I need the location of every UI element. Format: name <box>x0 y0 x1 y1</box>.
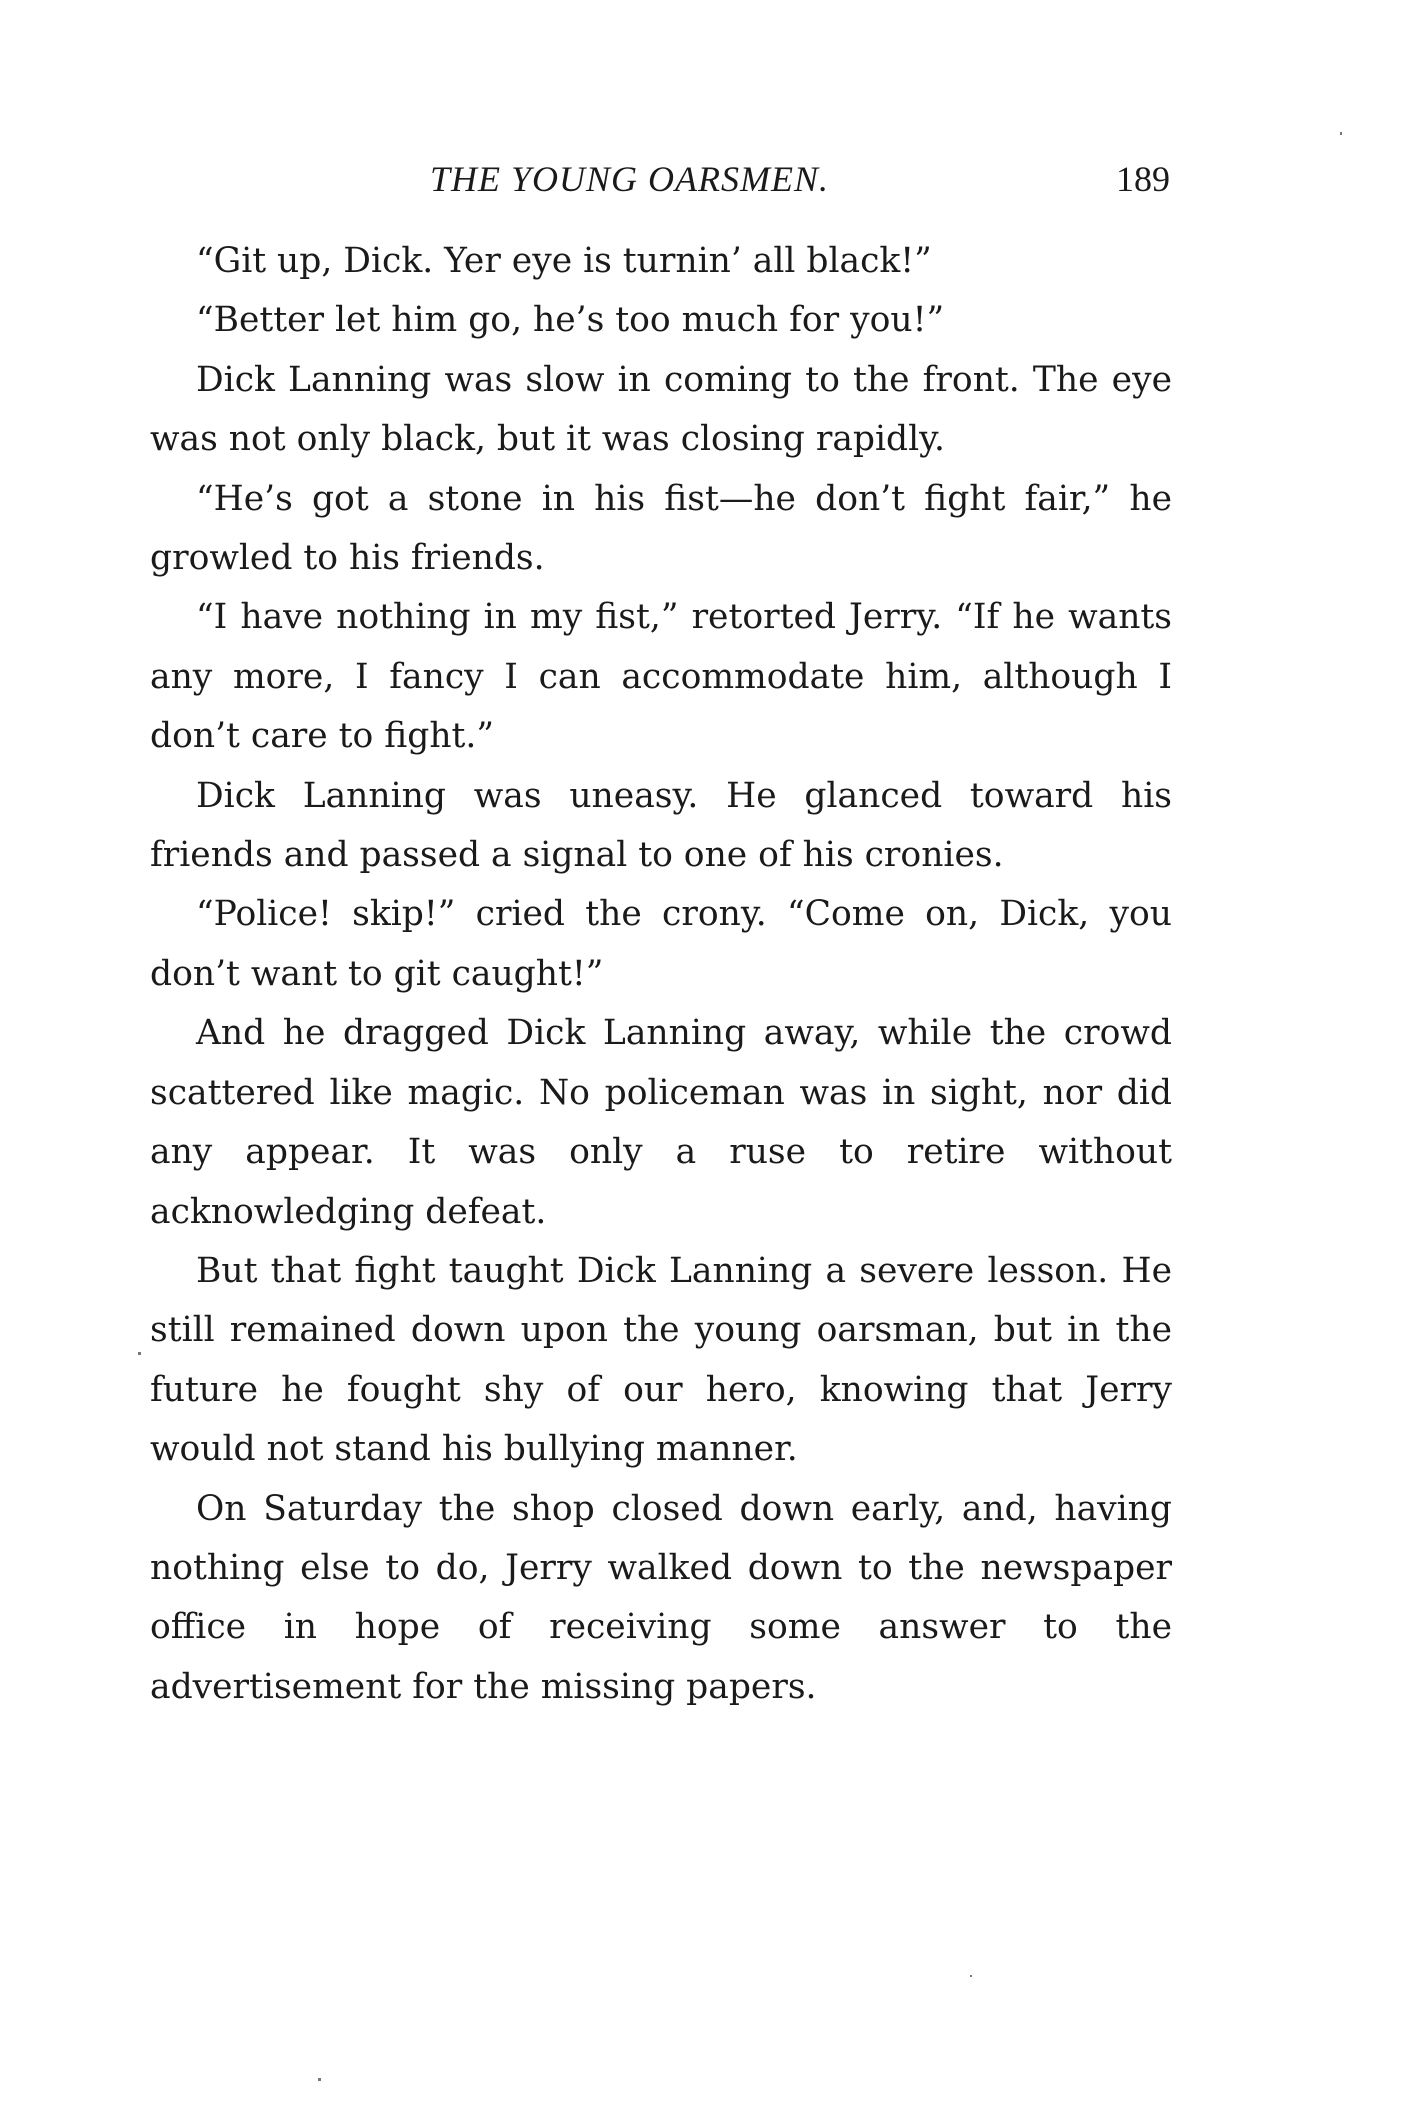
paragraph-7: “Police! skip!” cried the crony. “Come on, Dick, you don’t want to git caught!” <box>150 894 1172 994</box>
paragraph-10: On Saturday the shop closed down early, and, having nothing else to do, Jerry walked down to the newspaper office in hope of receiving some answer to the advertisement for the missing papers. <box>150 1488 1172 1707</box>
paragraph-2: “Better let him go, he’s too much for you!” <box>196 300 945 341</box>
page-number: 189 <box>1116 159 1170 199</box>
paragraph-9: But that fight taught Dick Lanning a severe lesson. He still remained down upon the young oarsman, but in the future he fought shy of our hero, knowing that Jerry would not stand his bullying manner. <box>150 1250 1172 1470</box>
paragraph-8: And he dragged Dick Lanning away, while the crowd scattered like magic. No policeman was in sight, nor did any appear. It was only a ruse to retire without acknowledging defeat. <box>150 1013 1172 1232</box>
paragraph-3: Dick Lanning was slow in coming to the front. The eye was not only black, but it was closing rapidly. <box>150 359 1172 460</box>
scan-speck <box>138 1352 141 1355</box>
running-title: THE YOUNG OARSMEN. <box>430 159 830 199</box>
scan-speck <box>318 2078 321 2081</box>
paragraph-4: “He’s got a stone in his fist—he don’t fight fair,” he growled to his friends. <box>150 478 1172 579</box>
paragraph-1: “Git up, Dick. Yer eye is turnin’ all black!” <box>196 241 932 281</box>
paragraph-6: Dick Lanning was uneasy. He glanced toward his friends and passed a signal to one of his cronies. <box>150 775 1172 876</box>
scan-speck <box>970 1975 972 1977</box>
body-text <box>150 232 1172 1717</box>
running-head <box>150 158 1170 208</box>
paragraph-5: “I have nothing in my fist,” retorted Jerry. “If he wants any more, I fancy I can accommodate him, although I don’t care to fight.” <box>150 597 1172 757</box>
scan-speck <box>1340 132 1342 135</box>
